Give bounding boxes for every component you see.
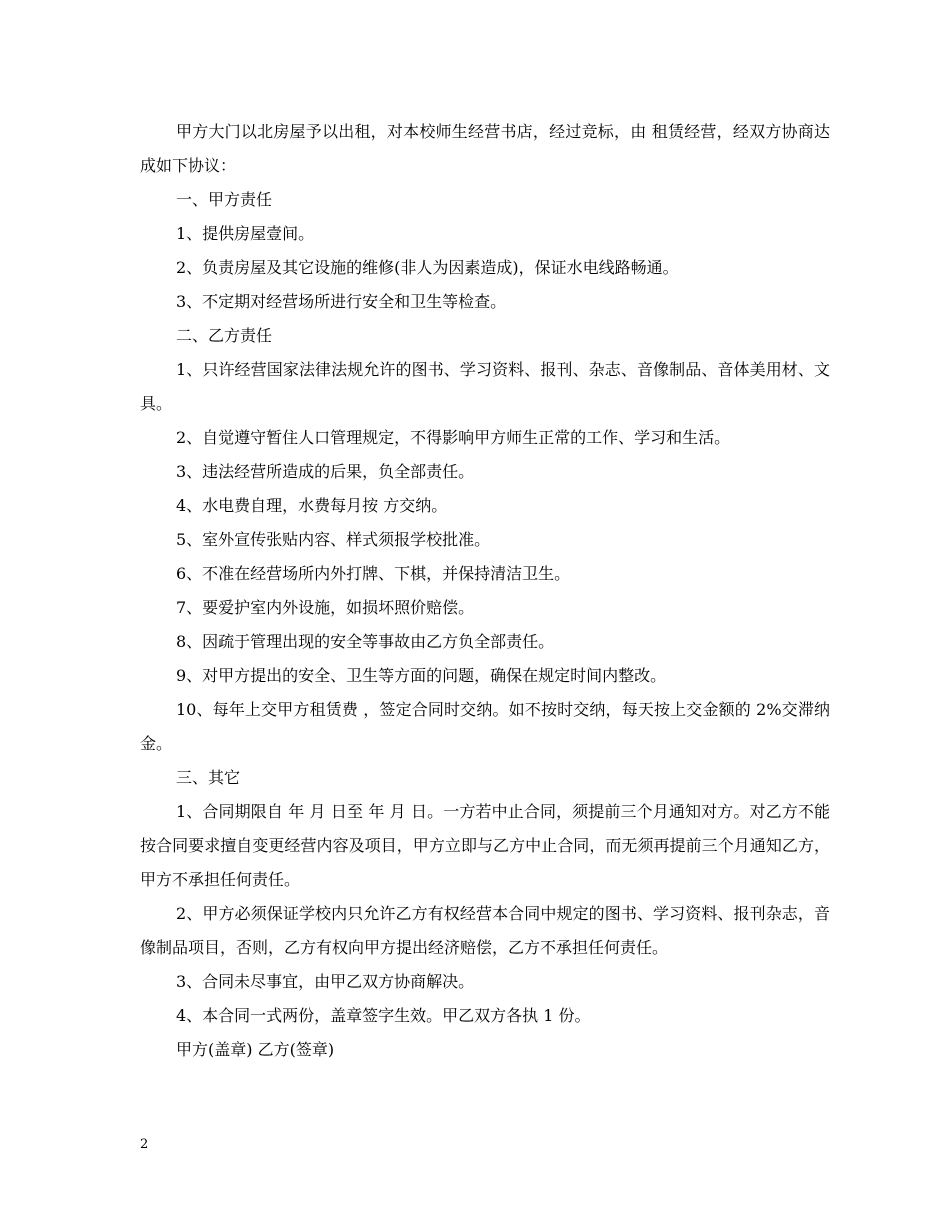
party-b-clause-1: 1、只许经营国家法律法规允许的图书、学习资料、报刊、杂志、音像制品、音体美用材、文具。 [140,360,830,413]
party-a-clause-1: 1、提供房屋壹间。 [176,224,315,243]
party-b-clause-6: 6、不准在经营场所内外打牌、下棋，并保持清洁卫生。 [176,564,571,583]
party-b-clause-2: 2、自觉遵守暂住人口管理规定，不得影响甲方师生正常的工作、学习和生活。 [176,428,731,447]
party-b-clause-5: 5、室外宣传张贴内容、样式须报学校批准。 [176,530,491,549]
section-heading-party-b: 二、乙方责任 [176,326,273,345]
section-heading-party-a: 一、甲方责任 [176,190,273,209]
contract-body [140,115,830,1067]
other-clause-3: 3、合同未尽事宜，由甲乙双方协商解决。 [176,972,475,991]
party-a-clause-3: 3、不定期对经营场所进行安全和卫生等检查。 [176,292,507,311]
party-b-clause-8: 8、因疏于管理出现的安全等事故由乙方负全部责任。 [176,632,555,651]
party-b-clause-9: 9、对甲方提出的安全、卫生等方面的问题，确保在规定时间内整改。 [176,666,667,685]
party-b-clause-7: 7、要爱护室内外设施，如损坏照价赔偿。 [176,598,475,617]
party-b-clause-3: 3、违法经营所造成的后果，负全部责任。 [176,462,475,481]
other-clause-1: 1、合同期限自 年 月 日至 年 月 日。一方若中止合同，须提前三个月通知对方。对乙方不能按合同要求擅自变更经营内容及项目，甲方立即与乙方中止合同，而无须再提前三个月通知乙方，甲方不承担任何责任。 [140,802,830,889]
other-clause-4: 4、本合同一式两份，盖章签字生效。甲乙双方各执 1 份。 [176,1006,591,1025]
signature-line: 甲方(盖章) 乙方(签章) [176,1040,335,1059]
section-heading-other: 三、其它 [176,768,241,787]
party-b-clause-4: 4、水电费自理，水费每月按 方交纳。 [176,496,448,515]
intro-paragraph: 甲方大门以北房屋予以出租，对本校师生经营书店，经过竞标，由 租赁经营，经双方协商达成如下协议： [140,122,830,175]
page-number: 2 [140,1137,149,1152]
other-clause-2: 2、甲方必须保证学校内只允许乙方有权经营本合同中规定的图书、学习资料、报刊杂志，音像制品项目，否则，乙方有权向甲方提出经济赔偿，乙方不承担任何责任。 [140,904,830,957]
party-b-clause-10: 10、每年上交甲方租赁费 ，签定合同时交纳。如不按时交纳，每天按上交金额的 2%交滞纳金。 [140,700,830,753]
party-a-clause-2: 2、负责房屋及其它设施的维修(非人为因素造成)，保证水电线路畅通。 [176,258,679,277]
